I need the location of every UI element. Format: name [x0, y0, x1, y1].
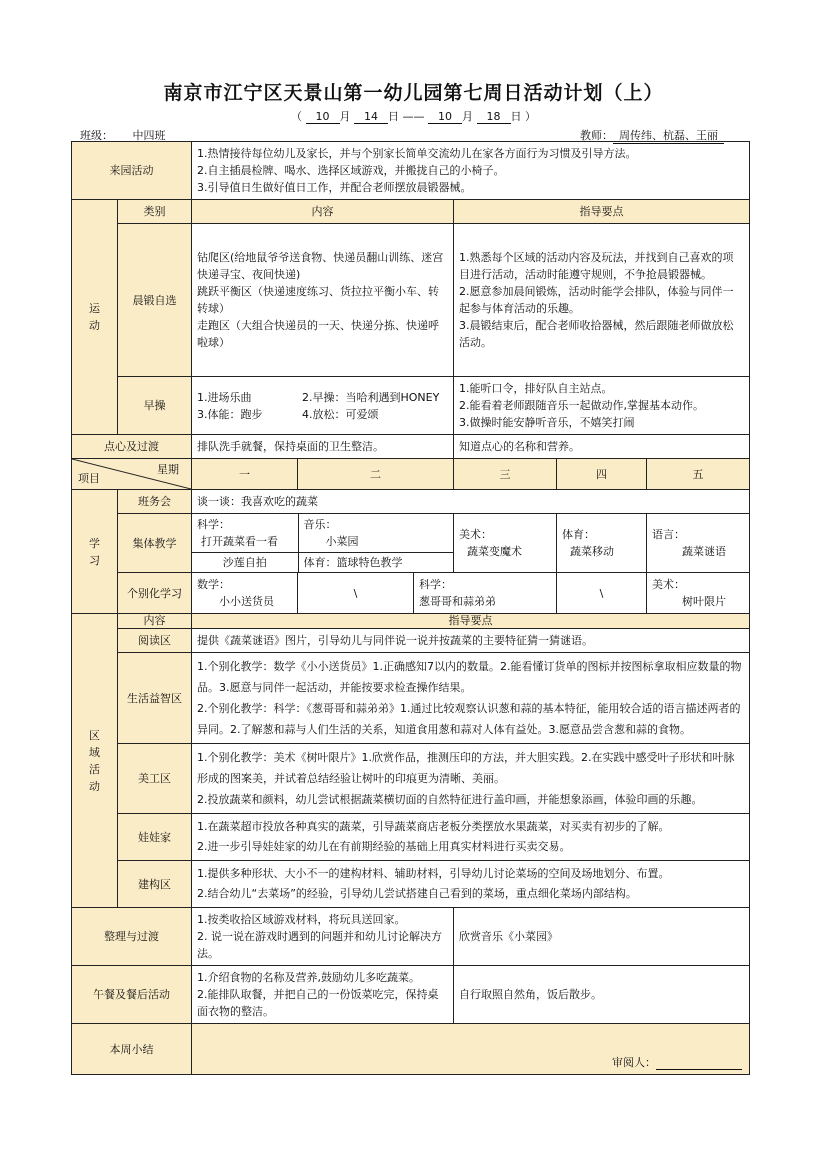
- content-line: 2.能排队取餐，并把自己的一份饭菜吃完，保持桌面衣物的整洁。: [197, 988, 439, 1018]
- lesson: 蔬菜移动: [570, 545, 614, 558]
- group-mon-top: [192, 514, 298, 553]
- area-life-content: [192, 653, 750, 744]
- weekday-mon: 一: [192, 459, 298, 490]
- group-thu: [557, 514, 647, 573]
- indiv-tue: \: [298, 573, 414, 614]
- area-art-row: [72, 744, 750, 814]
- reviewer-signature: [612, 1054, 742, 1070]
- point-line: 2.个别化教学：科学：《葱哥哥和蒜弟弟》1.通过比较观察认识葱和蒜的基本特征，能用较合适的语言描述两者的异同。2.了解葱和蒜与人们生活的关系，知道食用葱和蒜对人体有益处。3.愿意品尝含葱和蒜的食物。: [197, 702, 741, 736]
- diag-item-label: 项目: [78, 472, 100, 485]
- tidy-label: 整理与过渡: [72, 908, 192, 966]
- area-doll-content: [192, 814, 750, 861]
- area-side-label: [72, 614, 118, 908]
- morning-exercise-points: [454, 224, 750, 377]
- morning-exercise-content: [192, 224, 454, 377]
- subject: 语言：: [652, 528, 685, 541]
- area-col-content: 内容: [118, 614, 192, 629]
- point-line: 3.晨锻结束后，配合老师收拾器械，然后跟随老师做放松活动。: [459, 319, 734, 349]
- exercise-side-label: [72, 200, 118, 435]
- indiv-mon: [192, 573, 298, 614]
- point-line: 2.结合幼儿“去菜场”的经验，引导幼儿尝试搭建自己看到的菜场，重点细化菜场内部结构。: [197, 887, 637, 900]
- lesson: 葱哥哥和蒜弟弟: [419, 595, 496, 608]
- content-line: 钻爬区(给地鼠爷爷送食物、快递员翻山训练、迷宫快递寻宝、夜间快递): [197, 251, 444, 281]
- weekday-tue: 二: [298, 459, 454, 490]
- group-wed: [454, 514, 557, 573]
- content-line: 1.介绍食物的名称及营养,鼓励幼儿多吃蔬菜。: [197, 971, 420, 984]
- teacher-value: 周传纬、杭磊、王丽: [613, 127, 724, 144]
- tidy-content: [192, 908, 454, 966]
- start-day: 14: [354, 110, 388, 124]
- group-mon-bottom: 沙莲自拍: [192, 553, 298, 573]
- class-label: 班级：: [80, 129, 113, 142]
- area-reading-row: [72, 629, 750, 653]
- indiv-thu: \: [557, 573, 647, 614]
- lesson: 蔬菜变魔术: [467, 545, 522, 558]
- tidy-points: 欣赏音乐《小菜园》: [454, 908, 750, 966]
- content-line: 1.按类收拾区域游戏材料，将玩具送回家。: [197, 913, 406, 926]
- group-fri: [647, 514, 750, 573]
- lesson: 打开蔬菜看一看: [201, 535, 278, 548]
- point-line: 1.提供多种形状、大小不一的建构材料、辅助材料，引导幼儿讨论菜场的空间及场地划分、布置。: [197, 867, 670, 880]
- subject: 数学：: [197, 578, 230, 591]
- drill-item: 1.进场乐曲: [197, 390, 252, 404]
- morning-exercise-label: 晨锻自选: [118, 224, 192, 377]
- date-close: ）: [525, 110, 536, 123]
- arrival-line: 3.引导值日生做好值日工作，并配合老师摆放晨锻器械。: [197, 181, 472, 194]
- side-char: 运: [89, 302, 100, 315]
- subject: 音乐：: [303, 518, 337, 531]
- snack-points: 知道点心的名称和营养。: [454, 435, 750, 459]
- side-char: 学: [89, 536, 100, 550]
- content-line: 2. 说一说在游戏时遇到的问题并和幼儿讨论解决方法。: [197, 930, 442, 960]
- morning-exercise-row: [72, 224, 750, 377]
- point-line: 1.在蔬菜超市投放各种真实的蔬菜，引导蔬菜商店老板分类摆放水果蔬菜，对买卖有初步的了解。: [197, 820, 670, 833]
- point-line: 2.进一步引导娃娃家的幼儿在有前期经验的基础上用真实材料进行买卖交易。: [197, 840, 571, 853]
- area-reading-label: 阅读区: [118, 629, 192, 653]
- weekday-header-row: [72, 459, 750, 490]
- lunch-points: 自行取照自然角，饭后散步。: [454, 966, 750, 1024]
- area-art-label: 美工区: [118, 744, 192, 814]
- lunch-label: 午餐及餐后活动: [72, 966, 192, 1024]
- point-line: 1.个别化教学：数学《小小送货员》1.正确感知7以内的数量。2.能看懂订货单的图标并按图标拿取相应数量的物品。3.愿意与同伴一起活动，并能按要求检查操作结果。: [197, 660, 742, 694]
- month-char-2: 月: [462, 110, 473, 123]
- area-reading-content: [192, 629, 750, 653]
- reviewer-label: 审阅人：: [612, 1056, 656, 1069]
- teacher-label: 教师：: [580, 129, 613, 142]
- activity-plan-table: [71, 141, 750, 1075]
- area-life-label: 生活益智区: [118, 653, 192, 744]
- arrival-line: 1.热情接待每位幼儿及家长，并与个别家长简单交流幼儿在家各方面行为习惯及引导方法。: [197, 147, 637, 160]
- drill-item: 4.放松：可爱颂: [302, 407, 379, 421]
- drill-line-1: [197, 389, 448, 406]
- group-tue-top: [298, 514, 453, 553]
- snack-content: 排队洗手就餐，保持桌面的卫生整洁。: [192, 435, 454, 459]
- lesson: 小小送货员: [219, 595, 274, 608]
- side-char: 域: [89, 745, 100, 759]
- group-inner-table: [192, 514, 453, 572]
- snack-label: 点心及过渡: [72, 435, 192, 459]
- page-title: 南京市江宁区天景山第一幼儿园第七周日活动计划（上）: [163, 82, 664, 104]
- diag-weekday-label: 星期: [157, 463, 179, 476]
- subject: 科学：: [419, 578, 452, 591]
- snack-row: [72, 435, 750, 459]
- area-header-row: [72, 614, 750, 629]
- point-line: 2.投放蔬菜和颜料，幼儿尝试根据蔬菜横切面的自然特征进行盖印画，并能想象添画，体验印画的乐趣。: [197, 793, 703, 806]
- drill-content: [192, 377, 454, 435]
- lesson: 小菜园: [325, 535, 359, 548]
- arrival-label: 来园活动: [72, 142, 192, 200]
- lesson: 树叶限片: [682, 595, 726, 608]
- banwuhui-label: 班务会: [118, 490, 192, 514]
- weekday-thu: 四: [557, 459, 647, 490]
- tidy-row: [72, 908, 750, 966]
- individual-learning-label: 个别化学习: [118, 573, 192, 614]
- lesson: 蔬菜谜语: [682, 545, 726, 558]
- date-dash: ——: [402, 110, 425, 123]
- weekday-wed: 三: [454, 459, 557, 490]
- point-line: 1.个别化教学：美术《树叶限片》1.欣赏作品，推测压印的方法，并大胆实践。2.在实践中感受叶子形状和叶脉形成的图案美，并试着总结经验让树叶的印痕更为清晰、美丽。: [197, 751, 735, 785]
- indiv-wed: [414, 573, 557, 614]
- drill-item: 3.体能：跑步: [197, 407, 263, 421]
- point-line: 提供《蔬菜谜语》图片，引导幼儿与同伴说一说并按蔬菜的主要特征猜一猜谜语。: [197, 634, 593, 647]
- drill-line-2: [197, 406, 448, 423]
- summary-label: 本周小结: [72, 1024, 192, 1075]
- content-line: 走跑区（大组合快递员的一天、快递分拣、快递呼啦球）: [197, 319, 439, 349]
- point-line: 1.熟悉每个区域的活动内容及玩法，并找到自己喜欢的项目进行活动，活动时能遵守规则，不争抢晨锻器械。: [459, 251, 734, 281]
- point-line: 1.能听口令，排好队自主站点。: [459, 382, 613, 395]
- area-doll-row: [72, 814, 750, 861]
- date-open: （: [291, 110, 302, 123]
- area-doll-label: 娃娃家: [118, 814, 192, 861]
- subject: 美术：: [459, 528, 492, 541]
- col-content: 内容: [192, 200, 454, 224]
- side-char: 活: [89, 762, 100, 776]
- banwuhui-content: 谈一谈：我喜欢吃的蔬菜: [192, 490, 750, 514]
- subject: 体育：: [562, 528, 595, 541]
- group-mon-tue-cell: [192, 514, 454, 573]
- study-side-label: [72, 490, 118, 614]
- area-build-content: [192, 861, 750, 908]
- area-life-row: [72, 653, 750, 744]
- indiv-fri: [647, 573, 750, 614]
- day-char-1: 日: [388, 110, 399, 123]
- drill-label: 早操: [118, 377, 192, 435]
- col-category: 类别: [118, 200, 192, 224]
- banwuhui-row: [72, 490, 750, 514]
- arrival-line: 2.自主插晨检牌、喝水、选择区域游戏，并搬拢自己的小椅子。: [197, 164, 505, 177]
- subject: 科学：: [197, 518, 230, 531]
- diagonal-header-cell: [72, 459, 192, 490]
- arrival-row: [72, 142, 750, 200]
- day-char-2: 日: [510, 110, 522, 123]
- area-art-content: [192, 744, 750, 814]
- arrival-content: [192, 142, 750, 200]
- start-month: 10: [306, 110, 340, 124]
- lunch-row: [72, 966, 750, 1024]
- area-build-label: 建构区: [118, 861, 192, 908]
- exercise-header-row: [72, 200, 750, 224]
- end-day: 18: [477, 110, 511, 124]
- side-char: 动: [89, 779, 100, 793]
- point-line: 3.做操时能安静听音乐，不嬉笑打闹: [459, 416, 635, 429]
- point-line: 2.能看着老师跟随音乐一起做动作,掌握基本动作。: [459, 399, 704, 412]
- lunch-content: [192, 966, 454, 1024]
- drill-points: [454, 377, 750, 435]
- date-range: [0, 108, 827, 124]
- end-month: 10: [428, 110, 462, 124]
- class-value: 中四班: [113, 127, 185, 144]
- reviewer-signature-line[interactable]: [656, 1057, 742, 1070]
- area-build-row: [72, 861, 750, 908]
- content-line: 跳跃平衡区（快递速度练习、货拉拉平衡小车、转转球）: [197, 285, 439, 315]
- side-char: 区: [89, 728, 100, 742]
- group-teaching-label: 集体教学: [118, 514, 192, 573]
- weekday-fri: 五: [647, 459, 750, 490]
- group-teaching-row: [72, 514, 750, 573]
- point-line: 2.愿意参加晨间锻炼，活动时能学会排队，体验与同伴一起参与体育活动的乐趣。: [459, 285, 734, 315]
- col-points: 指导要点: [454, 200, 750, 224]
- group-tue-bottom: 体育：篮球特色教学: [298, 553, 453, 573]
- drill-row: [72, 377, 750, 435]
- drill-item: 2.早操：当哈利遇到HONEY: [302, 390, 440, 404]
- side-char: 动: [89, 319, 100, 332]
- area-col-points: 指导要点: [192, 614, 750, 629]
- side-char: 习: [89, 553, 100, 567]
- subject: 美术：: [652, 578, 685, 591]
- individual-learning-row: [72, 573, 750, 614]
- month-char-1: 月: [339, 110, 351, 123]
